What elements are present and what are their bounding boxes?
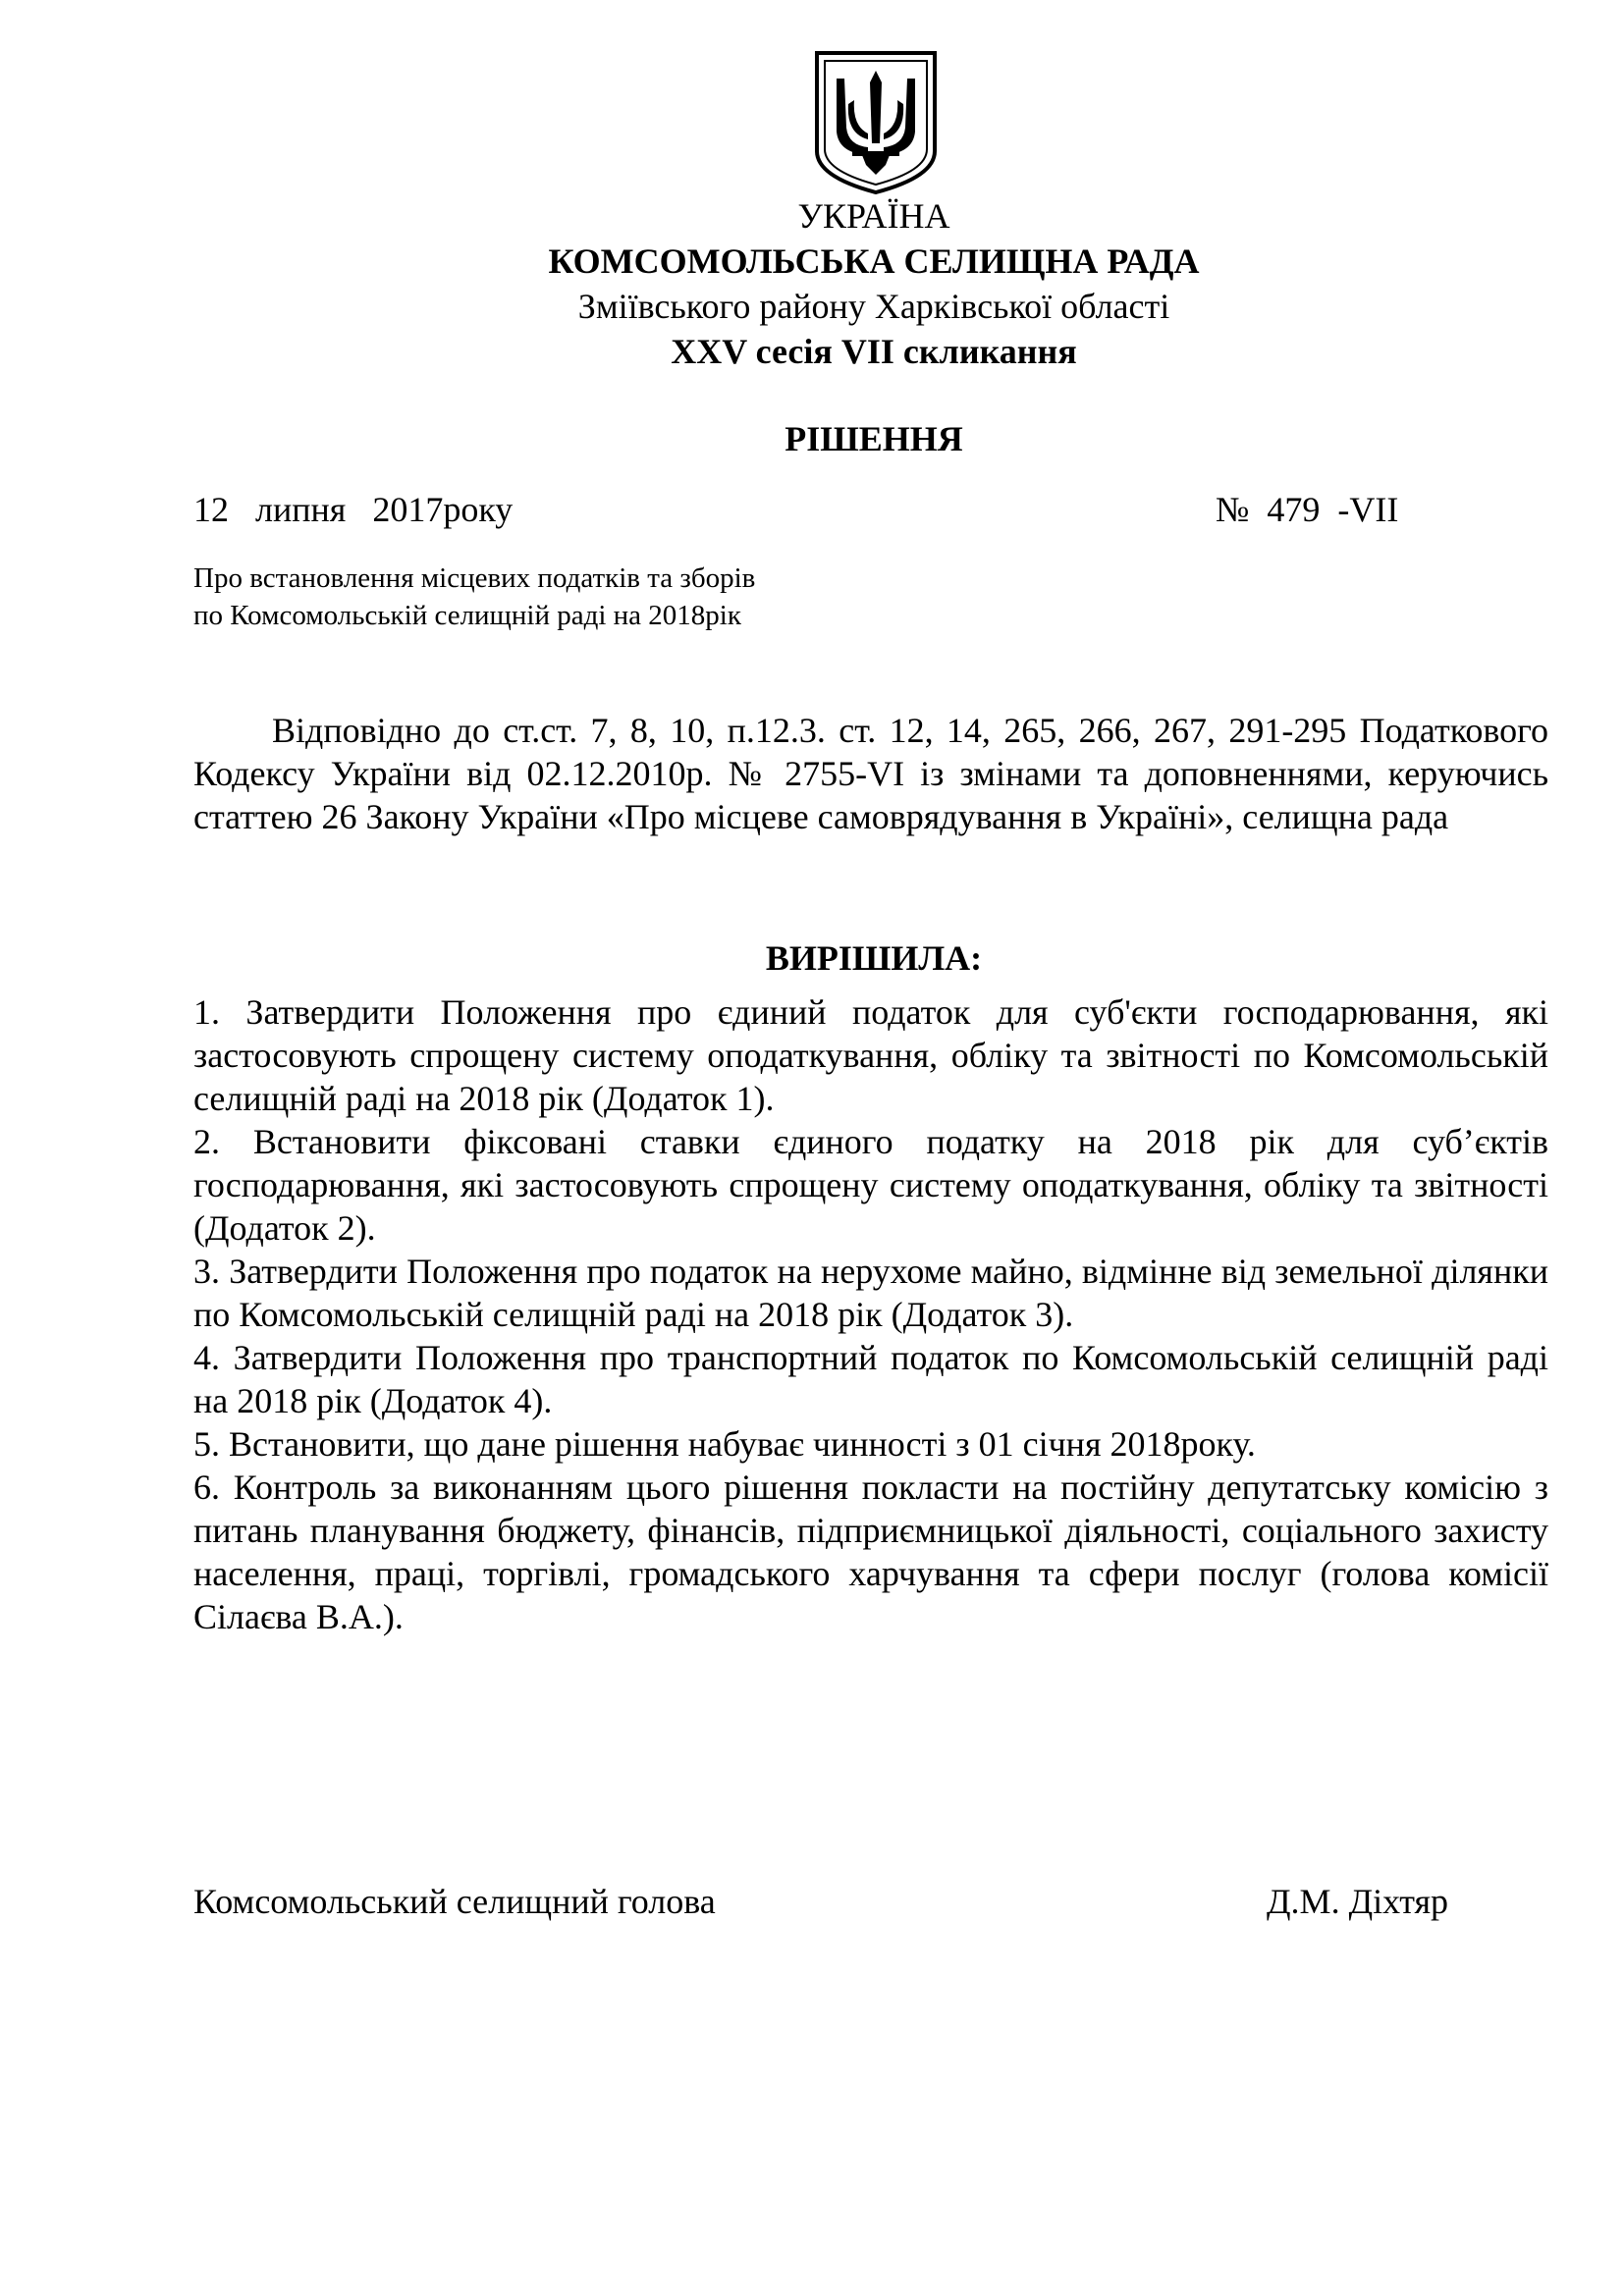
decision-item: 6. Контроль за виконанням цього рішення покласти на постійну депутатську комісію з питань планування бюджету, фінансів, підприємницької діяльності, соціального захисту населення, праці, торгівлі, громадського харчування та сфери послуг (голова комісії Сілаєва В.А.).: [193, 1468, 1548, 1636]
decision-number: № 479 -VII: [1216, 490, 1399, 529]
decision-subject: [193, 560, 755, 634]
session-heading: XXV сесія VII скликання: [671, 332, 1077, 371]
council-heading: КОМСОМОЛЬСЬКА СЕЛИЩНА РАДА: [548, 241, 1200, 281]
signature-position: Комсомольський селищний голова: [193, 1882, 716, 1921]
subject-line: Про встановлення місцевих податків та зборів: [193, 562, 756, 594]
trident-coat-of-arms-icon: [813, 49, 939, 196]
country-heading: УКРАЇНА: [797, 196, 950, 236]
signature-name: Д.М. Діхтяр: [1267, 1882, 1449, 1921]
decision-item: 3. Затвердити Положення про податок на нерухоме майно, відмінне від земельної ділянки по Комсомольській селищній раді на 2018 рік (Додаток 3).: [193, 1252, 1548, 1334]
decision-item: 5. Встановити, що дане рішення набуває чинності з 01 січня 2018року.: [193, 1424, 1256, 1464]
decision-item: 2. Встановити фіксовані ставки єдиного податку на 2018 рік для суб’єктів господарювання, які застосовують спрощену систему оподаткування, обліку та звітності (Додаток 2).: [193, 1122, 1548, 1248]
preamble-paragraph: Відповідно до ст.ст. 7, 8, 10, п.12.3. ст. 12, 14, 265, 266, 267, 291-295 Податкового Кодексу України від 02.12.2010р. № 2755-VI із змінами та доповненнями, керуючись статтею 26 Закону України «Про місцеве самоврядування в Україні», селищна рада: [193, 711, 1548, 836]
decision-item: 1. Затвердити Положення про єдиний податок для суб'єкти господарювання, які застосовують спрощену систему оподаткування, обліку та звітності по Комсомольській селищній раді на 2018 рік (Додаток 1).: [193, 992, 1548, 1118]
subject-line: по Комсомольській селищній раді на 2018рік: [193, 600, 741, 631]
decision-date: 12 липня 2017року: [193, 490, 514, 529]
document-type-heading: РІШЕННЯ: [785, 419, 963, 458]
decided-heading: ВИРІШИЛА:: [765, 938, 983, 978]
district-heading: Зміївського району Харківської області: [577, 287, 1170, 326]
decision-items: [193, 990, 1548, 1638]
decision-item: 4. Затвердити Положення про транспортний податок по Комсомольській селищній раді на 2018 рік (Додаток 4).: [193, 1338, 1548, 1420]
